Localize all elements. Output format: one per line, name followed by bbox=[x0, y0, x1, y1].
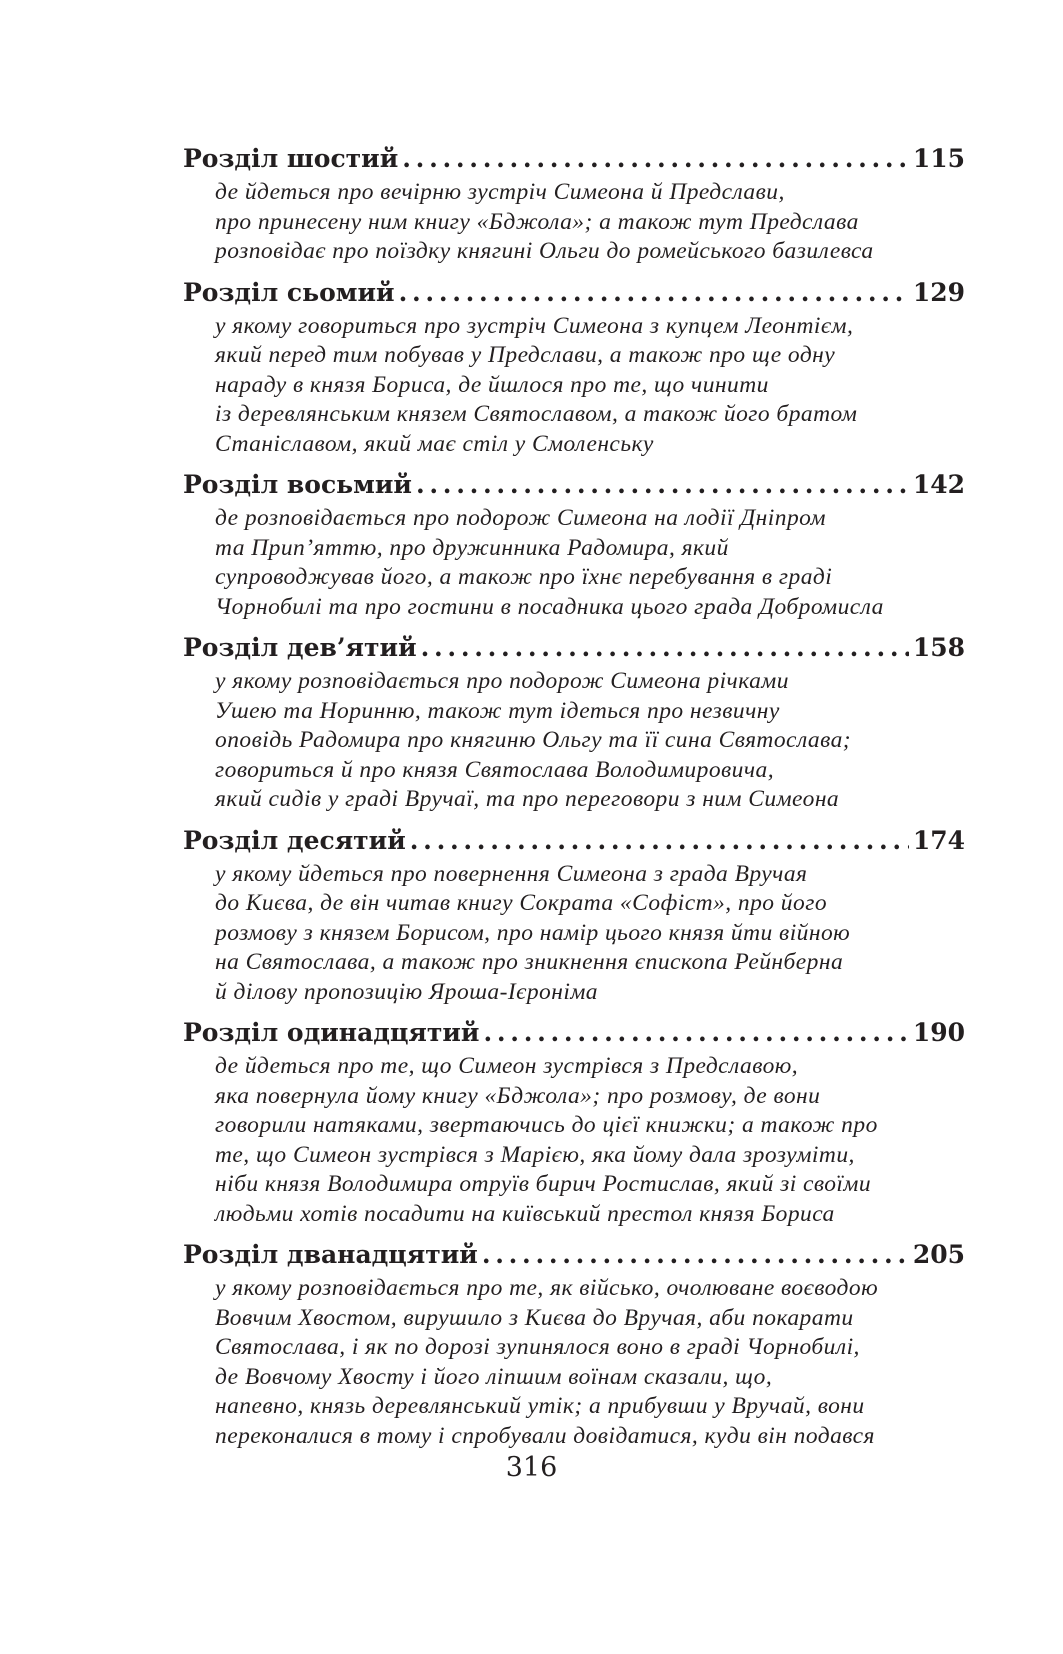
toc-entry bbox=[183, 822, 965, 1008]
chapter-heading[interactable] bbox=[183, 466, 965, 504]
chapter-summary bbox=[183, 860, 965, 1008]
summary-line: до Києва, де він читав книгу Сократа «Софіст», про його bbox=[215, 890, 828, 916]
summary-line: та Прип’яттю, про дружинника Радомира, який bbox=[215, 534, 729, 561]
toc-entry bbox=[183, 466, 965, 622]
chapter-title: Розділ одинадцятий bbox=[183, 1018, 480, 1047]
dot-leader bbox=[410, 822, 909, 860]
dot-leader bbox=[482, 1236, 909, 1274]
toc-entry bbox=[183, 274, 965, 460]
chapter-summary bbox=[183, 178, 965, 267]
chapter-heading[interactable] bbox=[183, 1014, 965, 1052]
chapter-title: Розділ дев’ятий bbox=[183, 633, 417, 662]
summary-line: на Святослава, а також про зникнення єпископа Рейнберна bbox=[215, 949, 844, 975]
summary-line: й ділову пропозицію Яроша-Ієроніма bbox=[215, 978, 598, 1005]
summary-line: де йдеться про те, що Симеон зустрівся з Предславою, bbox=[215, 1053, 799, 1079]
chapter-title: Розділ сьомий bbox=[183, 277, 395, 307]
chapter-heading[interactable] bbox=[183, 274, 965, 312]
summary-line: напевно, князь деревлянський утік; а прибувши у Вручай, вони bbox=[215, 1393, 865, 1419]
summary-line: де Вовчому Хвосту і його ліпшим воїнам сказали, що, bbox=[215, 1363, 773, 1390]
dot-leader bbox=[416, 466, 909, 504]
toc-entry bbox=[183, 1236, 965, 1451]
summary-line: Станіславом, який має стіл у Смоленську bbox=[215, 430, 654, 457]
page-number: 158 bbox=[912, 633, 965, 662]
chapter-title: Розділ дванадцятий bbox=[183, 1240, 478, 1269]
chapter-summary bbox=[183, 504, 965, 622]
summary-line: про принесену ним книгу «Бджола»; а також тут Предслава bbox=[215, 208, 859, 235]
summary-line: ніби князя Володимира отруїв бирич Ростислав, який зі своїми bbox=[215, 1171, 872, 1197]
summary-line: Чорнобилі та про гостини в посадника цього града Добромисла bbox=[215, 593, 884, 620]
summary-line: де йдеться про вечірню зустріч Симеона й Предслави, bbox=[215, 179, 785, 205]
page-number: 174 bbox=[912, 825, 965, 855]
chapter-title: Розділ десятий bbox=[183, 825, 406, 855]
summary-line: людьми хотів посадити на київський престол князя Бориса bbox=[215, 1200, 835, 1227]
chapter-heading[interactable] bbox=[183, 140, 965, 178]
toc-entry bbox=[183, 1014, 965, 1229]
table-of-contents bbox=[183, 140, 965, 1458]
chapter-summary bbox=[183, 1052, 965, 1229]
page-number: 190 bbox=[912, 1018, 965, 1047]
summary-line: у якому йдеться про повернення Симеона з града Вручая bbox=[215, 860, 808, 887]
summary-line: розмову з князем Борисом, про намір цього князя йти війною bbox=[215, 919, 851, 946]
summary-line: Вовчим Хвостом, вирушило з Києва до Вручая, аби покарати bbox=[215, 1304, 854, 1331]
page-number: 205 bbox=[912, 1240, 965, 1269]
summary-line: супроводжував його, а також про їхнє перебування в граді bbox=[215, 564, 833, 590]
summary-line: який перед тим побував у Предслави, а також про ще одну bbox=[215, 342, 836, 368]
summary-line: із деревлянським князем Святославом, а також його братом bbox=[215, 401, 858, 427]
chapter-heading[interactable] bbox=[183, 822, 965, 860]
summary-line: який сидів у граді Вручаї, та про переговори з ним Симеона bbox=[215, 786, 840, 812]
chapter-title: Розділ шостий bbox=[183, 144, 399, 173]
chapter-summary bbox=[183, 1274, 965, 1451]
dot-leader bbox=[421, 629, 909, 667]
summary-line: яка повернула йому книгу «Бджола»; про розмову, де вони bbox=[215, 1082, 821, 1109]
dot-leader bbox=[402, 140, 909, 178]
summary-line: у якому розповідається про подорож Симеона річками bbox=[215, 668, 789, 694]
summary-line: говорили натяками, звертаючись до цієї книжки; а також про bbox=[215, 1112, 878, 1138]
summary-line: оповідь Радомира про княгиню Ольгу та її сина Святослава; bbox=[215, 727, 852, 753]
summary-line: те, що Симеон зустрівся з Марією, яка йому дала зрозуміти, bbox=[215, 1141, 855, 1168]
chapter-heading[interactable] bbox=[183, 629, 965, 667]
toc-entry bbox=[183, 140, 965, 267]
summary-line: у якому говориться про зустріч Симеона з купцем Леонтієм, bbox=[215, 312, 854, 339]
page-number: 115 bbox=[912, 144, 965, 173]
summary-line: Ушею та Норинню, також тут ідеться про незвичну bbox=[215, 697, 780, 724]
summary-line: Святослава, і як по дорозі зупинялося воно в граді Чорнобилі, bbox=[215, 1334, 860, 1360]
summary-line: де розповідається про подорож Симеона на лодії Дніпром bbox=[215, 505, 826, 531]
chapter-summary bbox=[183, 667, 965, 815]
dot-leader bbox=[483, 1014, 908, 1052]
chapter-heading[interactable] bbox=[183, 1236, 965, 1274]
chapter-title: Розділ восьмий bbox=[183, 470, 412, 499]
summary-line: у якому розповідається про те, як військо, очолюване воєводою bbox=[215, 1275, 879, 1301]
summary-line: говориться й про князя Святослава Володимировича, bbox=[215, 756, 775, 783]
page-number: 129 bbox=[912, 277, 965, 307]
summary-line: розповідає про поїздку княгині Ольги до ромейського базилевса bbox=[215, 238, 874, 264]
page-folio: 316 bbox=[505, 1452, 558, 1483]
chapter-summary bbox=[183, 312, 965, 460]
page-number: 142 bbox=[912, 470, 965, 499]
summary-line: переконалися в тому і спробували довідатися, куди він подався bbox=[215, 1422, 875, 1449]
summary-line: нараду в князя Бориса, де йшлося про те, що чинити bbox=[215, 371, 769, 398]
dot-leader bbox=[399, 274, 909, 312]
toc-entry bbox=[183, 629, 965, 815]
